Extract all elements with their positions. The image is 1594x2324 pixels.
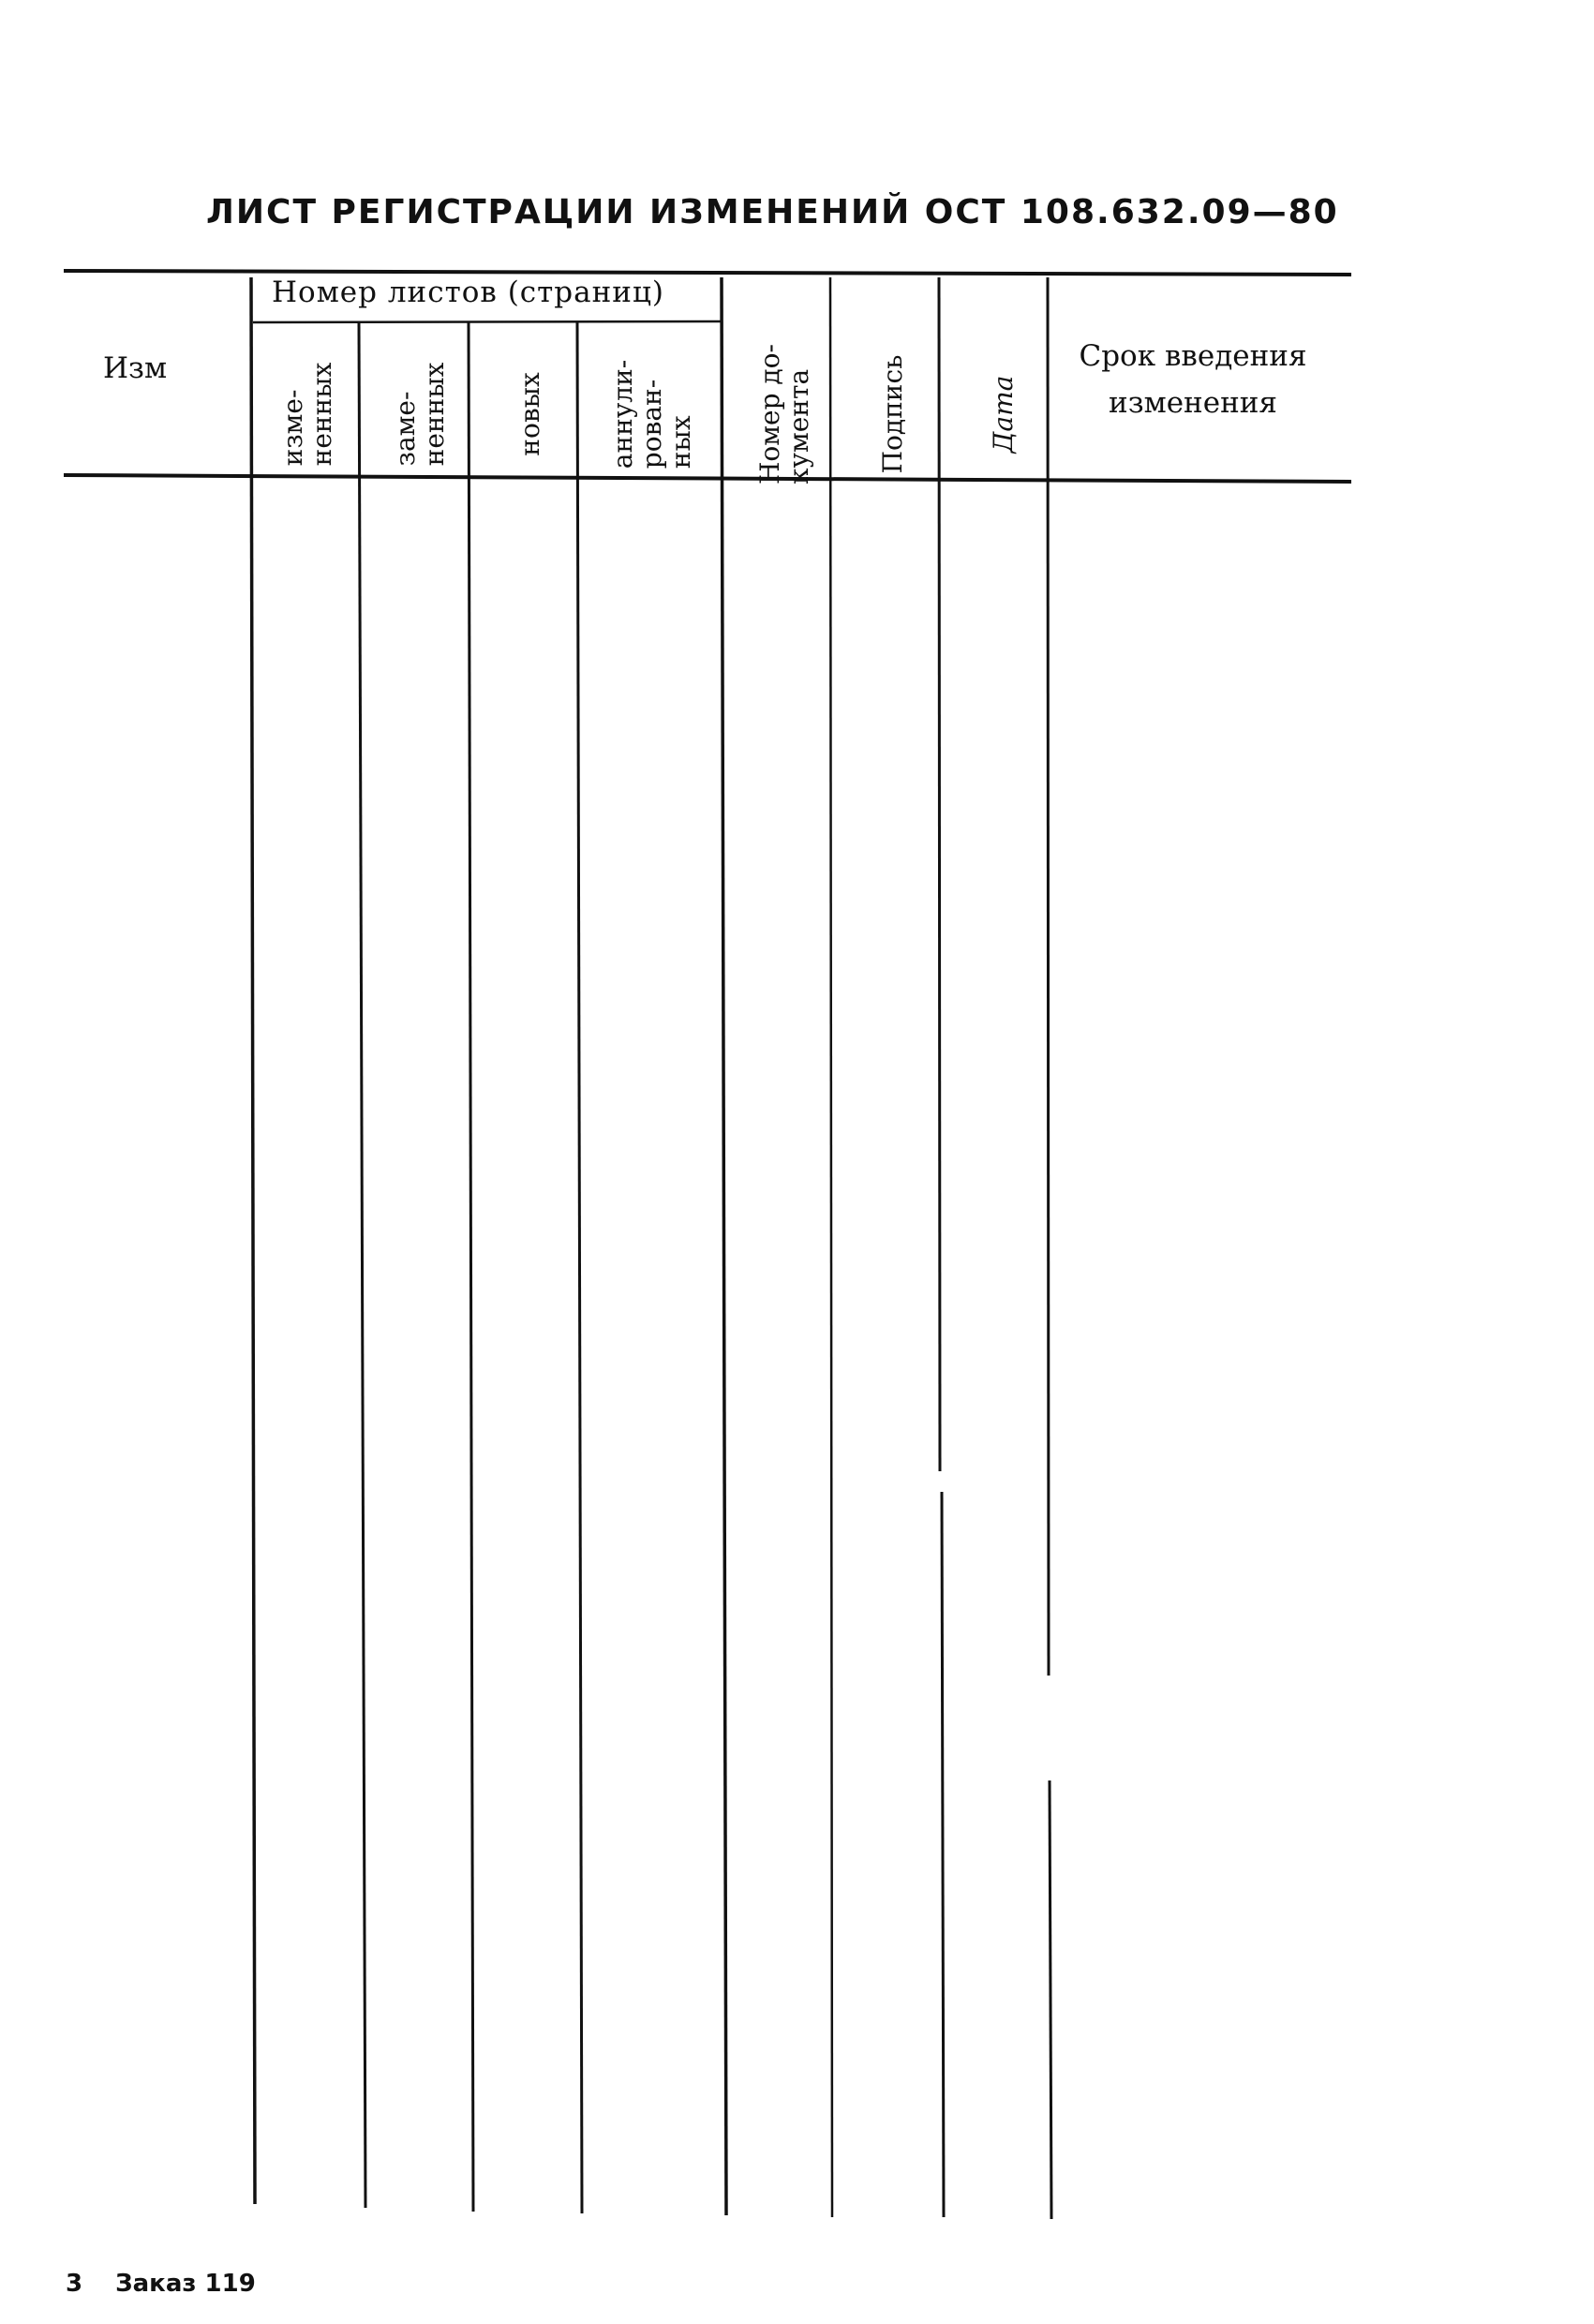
header-zamenennyh-line-1: заме- bbox=[390, 391, 421, 467]
col-sep-5 bbox=[722, 277, 726, 2215]
page-mark: 3 bbox=[66, 2270, 83, 2298]
header-zamenennyh-line-2: ненных bbox=[419, 362, 450, 467]
header-data-label: Дата bbox=[987, 375, 1019, 454]
col-sep-6 bbox=[830, 277, 832, 2217]
header-nomer-dokumenta-line-1: Номер до- bbox=[754, 344, 785, 485]
page-title: ЛИСТ РЕГИСТРАЦИИ ИЗМЕНЕНИЙ ОСТ 108.632.09—80 bbox=[206, 193, 1339, 231]
col-sep-8a bbox=[1048, 277, 1049, 1676]
header-annulirovannyh-line-3: ных bbox=[664, 415, 696, 469]
table-header-rule bbox=[64, 475, 1351, 482]
header-podpis-label: Подпись bbox=[876, 354, 908, 474]
col-sep-2 bbox=[359, 322, 365, 2208]
table-top-rule bbox=[64, 271, 1351, 275]
col-sep-7a bbox=[939, 277, 940, 1471]
header-podpis bbox=[859, 335, 925, 494]
col-sep-4 bbox=[577, 322, 582, 2213]
header-izmenennyh bbox=[275, 335, 340, 494]
header-izm: Изм bbox=[103, 351, 168, 385]
header-annulirovannyh-line-1: аннули- bbox=[606, 359, 638, 469]
order-number: Заказ 119 bbox=[115, 2270, 256, 2298]
header-nomer-dokumenta bbox=[752, 335, 817, 494]
header-annulirovannyh-line-2: рован- bbox=[635, 379, 667, 469]
header-izmenennyh-line-2: ненных bbox=[306, 362, 337, 467]
header-novyh-label: новых bbox=[514, 372, 545, 456]
group-header-underline bbox=[253, 321, 722, 322]
header-nomer-listov: Номер листов (страниц) bbox=[272, 276, 664, 309]
page-footer bbox=[66, 2270, 256, 2298]
col-sep-1 bbox=[251, 277, 255, 2204]
header-zamenennyh bbox=[387, 335, 453, 494]
header-annulirovannyh bbox=[604, 335, 698, 494]
header-data bbox=[970, 335, 1035, 494]
col-sep-3 bbox=[469, 322, 473, 2212]
header-izmenennyh-line-1: изме- bbox=[277, 389, 308, 467]
header-novyh bbox=[497, 335, 562, 494]
col-sep-8b bbox=[1050, 1780, 1051, 2219]
header-nomer-dokumenta-line-2: кумента bbox=[783, 368, 814, 485]
header-srok-vvedeniya: Срок введения изменения bbox=[1079, 339, 1307, 420]
col-sep-7b bbox=[942, 1492, 944, 2217]
